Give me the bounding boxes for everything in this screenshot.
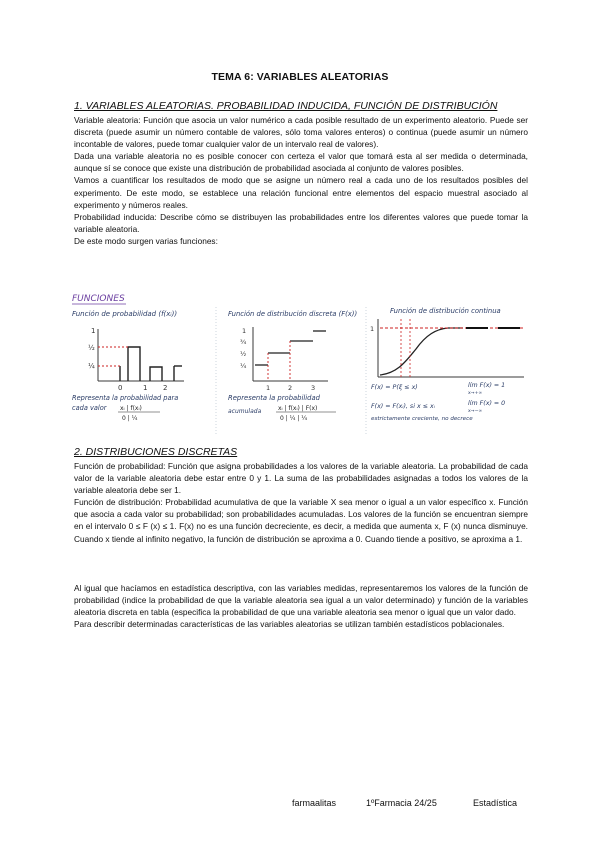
section-2-heading: 2. DISTRIBUCIONES DISCRETAS bbox=[74, 446, 238, 458]
paragraph-cuantificar: Vamos a cuantificar los resultados de modo que se asigne un número real a cada uno de los resultados posibles del experimento. De este modo, se establece una relación funcional entre elementos del espacio muestral asociado al experimento y números reales. bbox=[74, 175, 528, 210]
paragraph-funcion-probabilidad: Función de probabilidad: Función que asigna probabilidades a los valores de la variable aleatoria. La probabilidad de cada valor de la variable aleatoria debe estar entre 0 y 1. La suma de las probabilidades asignadas a todos los valores de la variable aleatoria debe ser 1. bbox=[74, 461, 528, 496]
panel2-x-label-1: 1 bbox=[266, 384, 271, 392]
panel2-caption-1: Representa la probabilidad bbox=[228, 394, 320, 402]
paragraph-estadistica-descriptiva: Al igual que hacíamos en estadística descriptiva, con las variables medidas, representaremos los valores de la función de probabilidad (indice la probabilidad de que la variable aleatoria sea igual a un valor determinado) y función de la variables aleatoria discreta en tabla (especifica la probabilidad de que una variable aleatoria sea menor o igual que un valor dado. bbox=[74, 583, 528, 618]
page-title: TEMA 6: VARIABLES ALEATORIAS bbox=[211, 71, 389, 83]
panel2-title: Función de distribución discreta (F(x)) bbox=[228, 310, 358, 318]
panel2-y-label-12: ½ bbox=[240, 350, 247, 358]
panel2-y-label-34: ¾ bbox=[240, 338, 247, 346]
panel2-x-label-2: 2 bbox=[288, 384, 293, 392]
panel1-y-label-quarter: ¼ bbox=[88, 362, 95, 370]
panel3-eq-1: F(x) = P(ξ ≤ x) bbox=[371, 384, 418, 391]
footer-course: 1ºFarmacia 24/25 bbox=[366, 798, 437, 808]
panel3-lim-2-sub: x→−∞ bbox=[468, 409, 483, 414]
panel1-table-head: xᵢ | f(xᵢ) bbox=[120, 405, 142, 412]
section-1-body bbox=[74, 114, 528, 247]
panel2-x-label-3: 3 bbox=[311, 384, 316, 392]
footer-author: farmaalitas bbox=[292, 798, 337, 808]
paragraph-certeza: Dada una variable aleatoria no es posible conocer con certeza el valor que tomará esta al ser medida o determinada, aunque sí se conoce que existe una distribución de probabilidad asociada al conjunto de valores posibles. bbox=[74, 151, 528, 174]
panel1-y-label-1: 1 bbox=[91, 327, 96, 335]
panel1-title: Función de probabilidad (f(xᵢ)) bbox=[72, 310, 178, 318]
section-2-body-continued bbox=[74, 582, 528, 630]
panel1-table-row: 0 | ¼ bbox=[122, 415, 138, 422]
footer-subject: Estadística bbox=[473, 798, 518, 808]
section-1-heading: 1. VARIABLES ALEATORIAS. PROBABILIDAD INDUCIDA, FUNCIÓN DE DISTRIBUCIÓN bbox=[74, 100, 498, 112]
panel1-x-label-0: 0 bbox=[118, 384, 123, 392]
panel3-eq-2: F(x) = F(xᵢ), si x ≤ xᵢ bbox=[371, 403, 435, 410]
panel2-table-row: 0 | ¼ | ¼ bbox=[280, 415, 308, 422]
panel1-caption-2: cada valor bbox=[72, 404, 107, 412]
panel3-title: Función de distribución continua bbox=[390, 307, 501, 315]
functions-handwritten-figure bbox=[68, 289, 530, 439]
panel1-caption-1: Representa la probabilidad para bbox=[72, 394, 179, 402]
paragraph-funciones-intro: De este modo surgen varias funciones: bbox=[74, 235, 218, 246]
panel3-lim-1-sub: x→+∞ bbox=[468, 391, 483, 396]
paragraph-probabilidad-inducida: Probabilidad inducida: Describe cómo se distribuyen las probabilidades entre los diferentes valores que puede tomar la variable aleatoria. bbox=[74, 211, 528, 234]
paragraph-estadisticos-poblacionales: Para describir determinadas características de las variables aleatorias se utilizan también estadísticos poblacionales. bbox=[74, 619, 505, 630]
panel3-y-label-1: 1 bbox=[370, 325, 375, 333]
panel1-y-label-half: ½ bbox=[88, 344, 95, 352]
panel3-lim-2: lím F(x) = 0 bbox=[468, 400, 506, 407]
paragraph-variable-aleatoria: Variable aleatoria: Función que asocia un valor numérico a cada posible resultado de un experimento aleatorio. Puede ser discreta (puede asumir un número contable de valores, sólo toma valores enteros) o continua (puede asumir un número incontable de valores, puede tomar cualquier valor de un intervalo real de valores). bbox=[74, 115, 528, 150]
paragraph-funcion-distribucion: Función de distribución: Probabilidad acumulativa de que la variable X sea menor o igual a un valor específico x. Función que asocia a cada valor su probabilidad; son probabilidades acumuladas. Los valores de la función se encuentran siempre en el intervalo 0 ≤ F (x) ≤ 1. F(x) no es una función decreciente, es decir, a medida que aumenta x, F (x) nunca disminuye. Cuando x tiende al infinito negativo, la función de distribución se aproxima a 0. Cuando tiende a positivo, se aproxima a 1. bbox=[74, 497, 528, 544]
panel3-lim-1: lím F(x) = 1 bbox=[468, 382, 506, 389]
panel1-x-label-1: 1 bbox=[143, 384, 148, 392]
panel2-caption-2: acumulada bbox=[228, 408, 262, 415]
section-2-body bbox=[74, 460, 528, 545]
panel3-eq-3: estrictamente creciente, no decrece bbox=[371, 416, 473, 422]
panel2-table-head: xᵢ | f(xᵢ) | F(x) bbox=[278, 405, 318, 412]
panel1-x-label-2: 2 bbox=[163, 384, 168, 392]
figure-heading: FUNCIONES bbox=[72, 294, 125, 304]
panel2-y-label-1: 1 bbox=[242, 327, 247, 335]
panel2-y-label-14: ¼ bbox=[240, 362, 247, 370]
